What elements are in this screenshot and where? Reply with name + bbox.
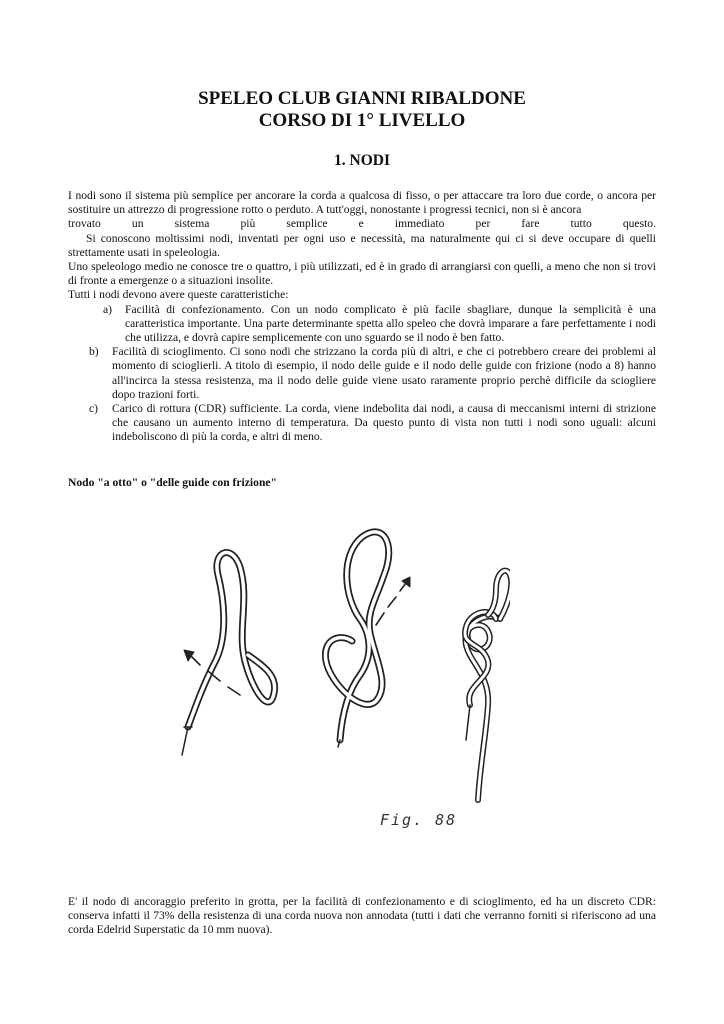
list-text: Carico di rottura (CDR) sufficiente. La corda, viene indebolita dai nodi, a causa di meccanismi interni di strizione che causano un aumento interno di temperatura. Da questo punto di vista non tutti i nodi sono uguali: alcuni indeboliscono di più la corda, e altri di meno.	[112, 402, 656, 444]
figure-8-knot-illustration	[170, 515, 510, 845]
list-marker: c)	[89, 402, 99, 416]
knot-step-1-drawing	[182, 553, 275, 755]
list-marker: b)	[89, 345, 99, 359]
intro-paragraph-1-end: trovato un sistema più semplice e immediato per fare tutto questo.	[68, 217, 656, 231]
intro-paragraph-1: I nodi sono il sistema più semplice per ancorare la corda a qualcosa di fisso, o per attaccare tra loro due corde, o ancora per sostituire un attrezzo di progressione rotto o perduto. A tutt'oggi, nonostante i progressi tecnici, non si è ancora	[68, 189, 656, 217]
intro-paragraph-3: Uno speleologo medio ne conosce tre o quattro, i più utilizzati, ed è in grado di arrangiarsi con quelli, a meno che non si trovi di fronte a emergenze o a situazioni insolite.	[68, 260, 656, 288]
list-item	[103, 302, 656, 346]
intro-body	[68, 189, 656, 445]
list-text: Facilità di confezionamento. Con un nodo complicato è più facile sbagliare, dunque la semplicità è una caratteristica importante. Una parte determinante spetta allo speleo che dovrà imparare a fare perfettamente i nodi che utilizza, e dovrà capire semplicemente con uno sguardo se il nodo è ben fatto.	[125, 302, 656, 345]
footer-paragraph: E' il nodo di ancoraggio preferito in grotta, per la facilità di confezionamento e di scioglimento, ed ha un discreto CDR: conserva infatti il 73% della resistenza di una corda nuova non annodata (tutti i dati che verranno forniti si riferiscono ad una corda Edelrid Superstatic da 10 mm nuova).	[68, 894, 656, 936]
knot-heading: Nodo "a otto" o "delle guide con frizione"	[68, 476, 277, 489]
list-text: Facilità di scioglimento. Ci sono nodi che strizzano la corda più di altri, e che ci potrebbero creare dei problemi al momento di scioglierli. A titolo di esempio, il nodo delle guide e il nodo delle guide con frizione (nodo a 8) hanno all'incirca la stessa resistenza, ma il nodo delle guide viene usato raramente proprio perchè difficile da sciogliere dopo trazioni forti.	[112, 345, 656, 401]
intro-paragraph-4: Tutti i nodi devono avere queste caratteristiche:	[68, 288, 289, 302]
intro-paragraph-2: Si conoscono moltissimi nodi, inventati per ogni uso e necessità, ma naturalmente qui ci si deve occupare di quelli strettamente usati in speleologia.	[68, 231, 656, 259]
club-title: SPELEO CLUB GIANNI RIBALDONE	[198, 88, 526, 109]
figure-caption: Fig. 88	[380, 811, 458, 829]
knot-step-2-drawing	[325, 532, 410, 747]
list-item	[89, 345, 656, 402]
list-marker: a)	[103, 302, 113, 316]
list-item	[89, 402, 656, 445]
knot-step-3-drawing	[465, 571, 510, 800]
section-title: 1. NODI	[334, 152, 390, 169]
course-title: CORSO DI 1° LIVELLO	[258, 110, 466, 131]
